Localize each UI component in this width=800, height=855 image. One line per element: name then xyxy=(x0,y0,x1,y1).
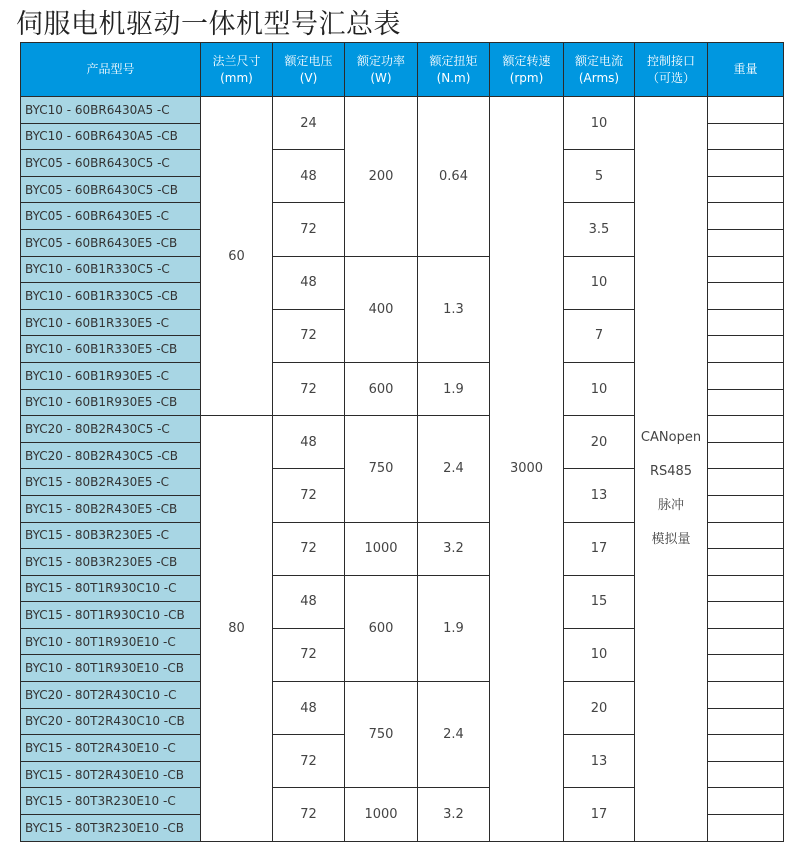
flange-cell: 80 xyxy=(201,416,273,842)
header-row xyxy=(21,43,784,97)
weight-cell xyxy=(708,495,784,522)
model-cell: BYC10 - 60B1R330C5 -C xyxy=(21,256,201,283)
current-cell: 10 xyxy=(564,362,635,415)
voltage-cell: 72 xyxy=(273,309,345,362)
torque-cell: 2.4 xyxy=(418,416,490,522)
weight-cell xyxy=(708,416,784,443)
model-cell: BYC10 - 60B1R330E5 -C xyxy=(21,309,201,336)
current-cell: 10 xyxy=(564,628,635,681)
current-cell: 17 xyxy=(564,788,635,841)
table-row xyxy=(21,97,784,124)
model-cell: BYC15 - 80T3R230E10 -C xyxy=(21,788,201,815)
model-cell: BYC10 - 60BR6430A5 -CB xyxy=(21,123,201,150)
weight-cell xyxy=(708,602,784,629)
header-weight: 重量 xyxy=(708,43,784,97)
power-cell: 600 xyxy=(345,575,418,681)
interface-option: CANopen xyxy=(640,429,702,445)
weight-cell xyxy=(708,655,784,682)
voltage-cell: 72 xyxy=(273,203,345,256)
header-torque: 额定扭矩 (N.m) xyxy=(418,43,490,97)
interface-cell xyxy=(635,97,708,842)
model-cell: BYC05 - 60BR6430C5 -C xyxy=(21,150,201,177)
power-cell: 200 xyxy=(345,97,418,257)
weight-cell xyxy=(708,150,784,177)
current-cell: 20 xyxy=(564,682,635,735)
current-cell: 13 xyxy=(564,735,635,788)
model-cell: BYC10 - 80T1R930E10 -CB xyxy=(21,655,201,682)
weight-cell xyxy=(708,123,784,150)
voltage-cell: 72 xyxy=(273,469,345,522)
weight-cell xyxy=(708,203,784,230)
torque-cell: 3.2 xyxy=(418,522,490,575)
torque-cell: 1.3 xyxy=(418,256,490,362)
weight-cell xyxy=(708,442,784,469)
voltage-cell: 24 xyxy=(273,97,345,150)
voltage-cell: 72 xyxy=(273,522,345,575)
model-cell: BYC15 - 80T1R930C10 -CB xyxy=(21,602,201,629)
page-title: 伺服电机驱动一体机型号汇总表 xyxy=(16,9,401,40)
header-current: 额定电流 (Arms) xyxy=(564,43,635,97)
weight-cell xyxy=(708,628,784,655)
model-cell: BYC20 - 80T2R430C10 -C xyxy=(21,682,201,709)
current-cell: 17 xyxy=(564,522,635,575)
model-cell: BYC10 - 80T1R930E10 -C xyxy=(21,628,201,655)
weight-cell xyxy=(708,788,784,815)
model-cell: BYC10 - 60B1R930E5 -CB xyxy=(21,389,201,416)
torque-cell: 3.2 xyxy=(418,788,490,841)
current-cell: 20 xyxy=(564,416,635,469)
weight-cell xyxy=(708,761,784,788)
torque-cell: 0.64 xyxy=(418,97,490,257)
current-cell: 7 xyxy=(564,309,635,362)
current-cell: 3.5 xyxy=(564,203,635,256)
model-cell: BYC10 - 60B1R330E5 -CB xyxy=(21,336,201,363)
weight-cell xyxy=(708,575,784,602)
header-speed: 额定转速 (rpm) xyxy=(490,43,564,97)
weight-cell xyxy=(708,469,784,496)
weight-cell xyxy=(708,336,784,363)
weight-cell xyxy=(708,735,784,762)
model-cell: BYC20 - 80B2R430C5 -CB xyxy=(21,442,201,469)
current-cell: 10 xyxy=(564,256,635,309)
voltage-cell: 48 xyxy=(273,150,345,203)
weight-cell xyxy=(708,389,784,416)
torque-cell: 1.9 xyxy=(418,575,490,681)
header-model: 产品型号 xyxy=(21,43,201,97)
power-cell: 1000 xyxy=(345,522,418,575)
interface-option: 模拟量 xyxy=(651,531,691,547)
power-cell: 750 xyxy=(345,682,418,788)
voltage-cell: 48 xyxy=(273,416,345,469)
model-cell: BYC20 - 80B2R430C5 -C xyxy=(21,416,201,443)
model-cell: BYC05 - 60BR6430E5 -C xyxy=(21,203,201,230)
model-cell: BYC20 - 80T2R430C10 -CB xyxy=(21,708,201,735)
power-cell: 400 xyxy=(345,256,418,362)
voltage-cell: 48 xyxy=(273,256,345,309)
header-voltage: 额定电压 (V) xyxy=(273,43,345,97)
spec-body xyxy=(21,97,784,842)
weight-cell xyxy=(708,176,784,203)
weight-cell xyxy=(708,549,784,576)
spec-table xyxy=(20,42,784,842)
header-interface: 控制接口 （可选） xyxy=(635,43,708,97)
voltage-cell: 48 xyxy=(273,575,345,628)
model-cell: BYC15 - 80B2R430E5 -C xyxy=(21,469,201,496)
model-cell: BYC15 - 80B2R430E5 -CB xyxy=(21,495,201,522)
model-cell: BYC05 - 60BR6430E5 -CB xyxy=(21,229,201,256)
weight-cell xyxy=(708,362,784,389)
model-cell: BYC10 - 60B1R330C5 -CB xyxy=(21,283,201,310)
weight-cell xyxy=(708,708,784,735)
voltage-cell: 48 xyxy=(273,682,345,735)
current-cell: 10 xyxy=(564,97,635,150)
voltage-cell: 72 xyxy=(273,788,345,841)
current-cell: 5 xyxy=(564,150,635,203)
current-cell: 13 xyxy=(564,469,635,522)
weight-cell xyxy=(708,283,784,310)
weight-cell xyxy=(708,229,784,256)
model-cell: BYC15 - 80T2R430E10 -C xyxy=(21,735,201,762)
weight-cell xyxy=(708,309,784,336)
interface-option: 脉冲 xyxy=(657,497,684,513)
model-cell: BYC15 - 80T1R930C10 -C xyxy=(21,575,201,602)
torque-cell: 2.4 xyxy=(418,682,490,788)
header-flange: 法兰尺寸 (mm) xyxy=(201,43,273,97)
weight-cell xyxy=(708,522,784,549)
power-cell: 600 xyxy=(345,362,418,415)
model-cell: BYC10 - 60B1R930E5 -C xyxy=(21,362,201,389)
model-cell: BYC15 - 80B3R230E5 -CB xyxy=(21,549,201,576)
header-power: 额定功率 (W) xyxy=(345,43,418,97)
model-cell: BYC10 - 60BR6430A5 -C xyxy=(21,97,201,124)
weight-cell xyxy=(708,815,784,842)
power-cell: 750 xyxy=(345,416,418,522)
interface-option: RS485 xyxy=(649,463,693,479)
model-cell: BYC15 - 80T3R230E10 -CB xyxy=(21,815,201,842)
voltage-cell: 72 xyxy=(273,362,345,415)
model-cell: BYC05 - 60BR6430C5 -CB xyxy=(21,176,201,203)
torque-cell: 1.9 xyxy=(418,362,490,415)
weight-cell xyxy=(708,97,784,124)
weight-cell xyxy=(708,682,784,709)
model-cell: BYC15 - 80T2R430E10 -CB xyxy=(21,761,201,788)
weight-cell xyxy=(708,256,784,283)
voltage-cell: 72 xyxy=(273,628,345,681)
flange-cell: 60 xyxy=(201,97,273,416)
model-cell: BYC15 - 80B3R230E5 -C xyxy=(21,522,201,549)
power-cell: 1000 xyxy=(345,788,418,841)
speed-cell: 3000 xyxy=(490,97,564,842)
voltage-cell: 72 xyxy=(273,735,345,788)
current-cell: 15 xyxy=(564,575,635,628)
